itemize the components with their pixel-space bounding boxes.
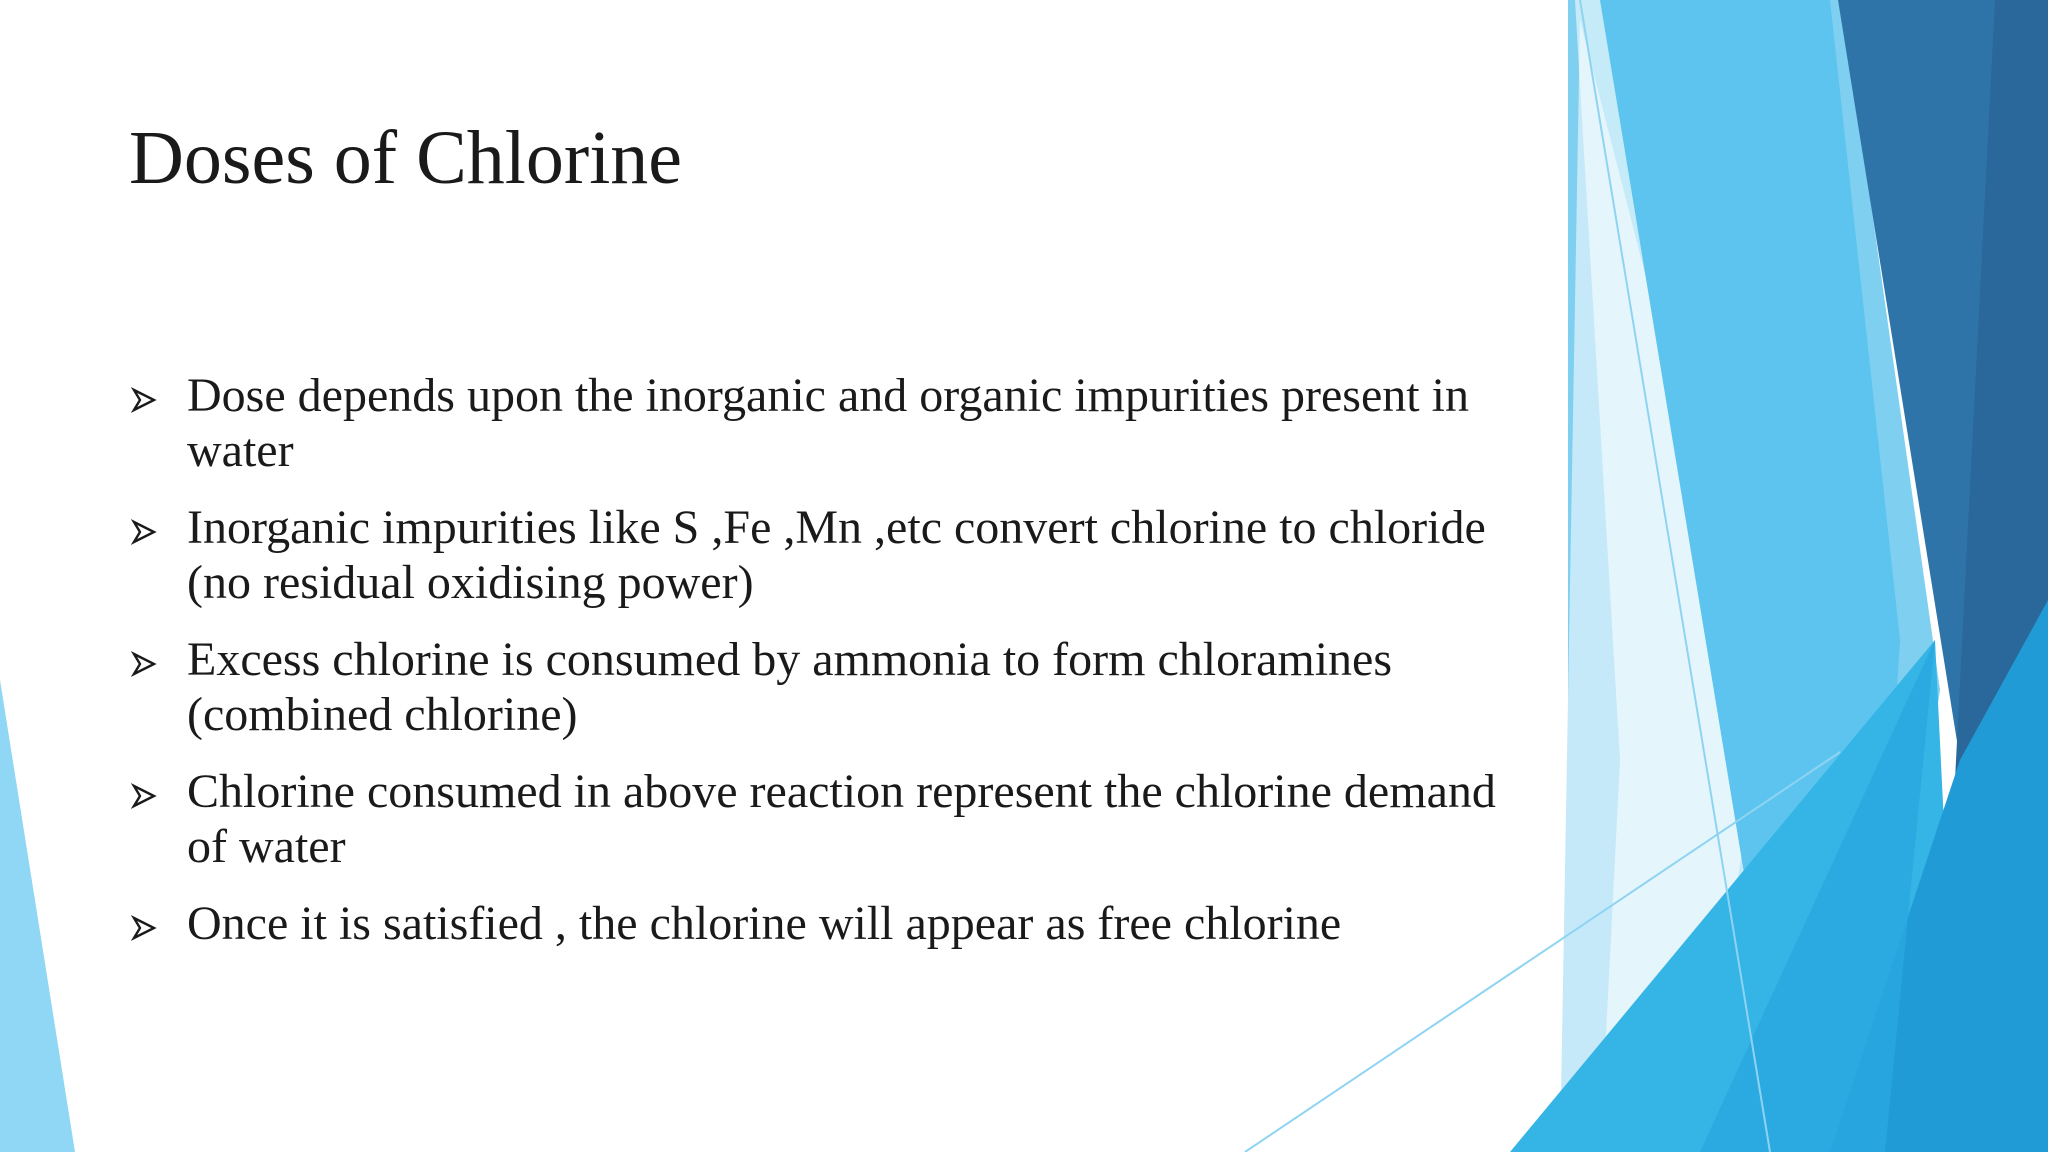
bullet-text: Chlorine consumed in above reaction represent the chlorine demand of water [187, 765, 1496, 873]
bullet-text: Once it is satisfied , the chlorine will appear as free chlorine [187, 897, 1342, 950]
left-accent-shape [0, 680, 75, 1152]
arrowhead-bullet-icon [131, 519, 157, 545]
bullet-list [129, 368, 1529, 973]
arrowhead-bullet-icon [131, 387, 157, 413]
bullet-item [129, 632, 1529, 742]
bullet-item [129, 764, 1529, 874]
arrowhead-bullet-icon [131, 783, 157, 809]
arrowhead-bullet-icon [131, 651, 157, 677]
bullet-text: Excess chlorine is consumed by ammonia to form chloramines (combined chlorine) [187, 633, 1393, 741]
bullet-item [129, 368, 1529, 478]
bullet-text: Inorganic impurities like S ,Fe ,Mn ,etc convert chlorine to chloride (no residual oxidising power) [187, 501, 1486, 609]
arrowhead-bullet-icon [131, 915, 157, 941]
slide-title: Doses of Chlorine [129, 116, 683, 200]
bullet-text: Dose depends upon the inorganic and organic impurities present in water [187, 369, 1469, 477]
bullet-item [129, 896, 1529, 951]
bullet-item [129, 500, 1529, 610]
